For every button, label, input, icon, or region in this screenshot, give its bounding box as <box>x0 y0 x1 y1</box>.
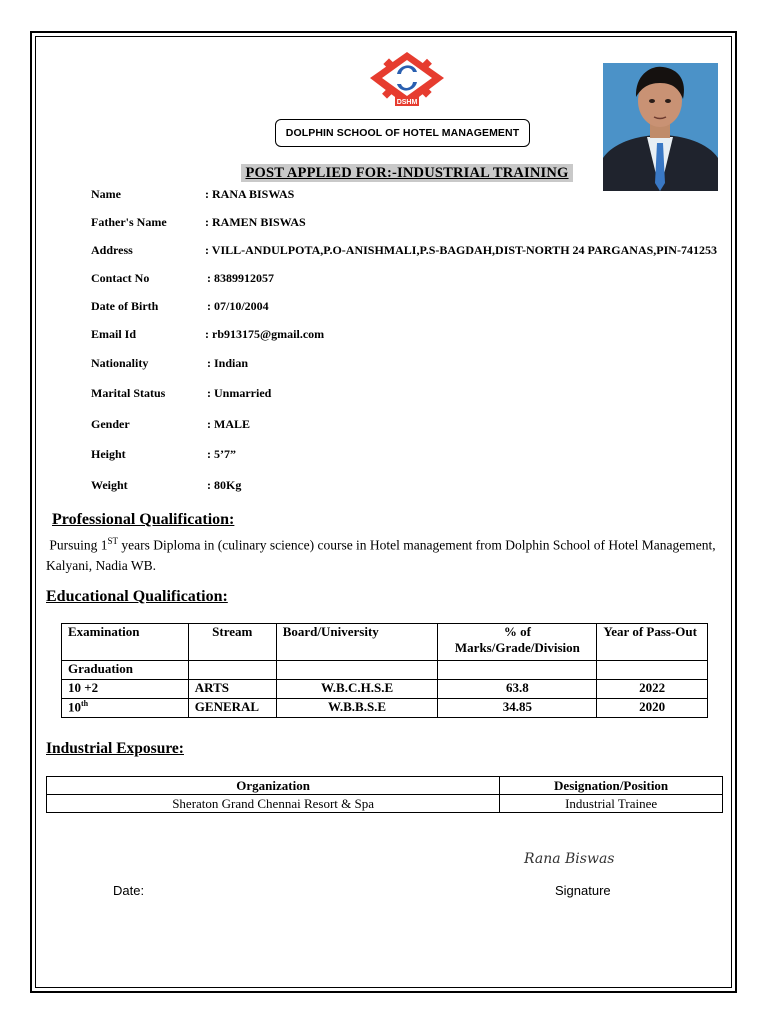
professional-heading: Professional Qualification: <box>52 511 235 528</box>
education-heading: Educational Qualification: <box>46 588 228 605</box>
table-row <box>47 795 723 813</box>
professional-text-sup: ST <box>107 536 119 546</box>
col-stream: Stream <box>188 624 276 661</box>
col-board: Board/University <box>276 624 438 661</box>
contact-label: Contact No <box>91 271 150 285</box>
professional-text-after: years Diploma in (culinary science) course in Hotel management from Dolphin School of Hotel Management, Kalyani, Nadia WB. <box>46 537 716 573</box>
weight-value: : 80Kg <box>207 478 242 492</box>
stream-cell: GENERAL <box>188 699 276 718</box>
dob-value: : 07/10/2004 <box>207 299 269 313</box>
table-row <box>62 661 708 680</box>
board-cell: W.B.B.S.E <box>276 699 438 718</box>
exam-cell-text: 10 <box>68 699 81 715</box>
father-name-label: Father's Name <box>91 215 167 229</box>
weight-label: Weight <box>91 478 128 492</box>
father-name-value: : RAMEN BISWAS <box>205 215 306 229</box>
marks-cell: 34.85 <box>438 699 597 718</box>
year-cell: 2020 <box>597 699 708 718</box>
school-name: DOLPHIN SCHOOL OF HOTEL MANAGEMENT <box>275 119 530 147</box>
contact-value: : 8389912057 <box>207 271 274 285</box>
email-label: Email Id <box>91 327 137 341</box>
marital-status-value: : Unmarried <box>207 386 272 400</box>
post-applied-heading: POST APPLIED FOR:-INDUSTRIAL TRAINING <box>241 164 573 182</box>
professional-text <box>46 531 716 576</box>
address-value: : VILL-ANDULPOTA,P.O-ANISHMALI,P.S-BAGDAH,DIST-NORTH 24 PARGANAS,PIN-741253 <box>205 243 717 257</box>
industrial-header-row <box>47 777 723 795</box>
education-table <box>61 623 708 718</box>
applicant-photo <box>603 63 718 191</box>
col-organization: Organization <box>47 777 500 795</box>
industrial-table <box>46 776 723 813</box>
year-cell <box>597 661 708 680</box>
year-cell: 2022 <box>597 680 708 699</box>
exam-cell <box>62 699 189 718</box>
gender-label: Gender <box>91 417 130 431</box>
dob-label: Date of Birth <box>91 299 159 313</box>
marks-cell <box>438 661 597 680</box>
nationality-value: : Indian <box>207 356 249 370</box>
exam-cell: Graduation <box>62 661 189 680</box>
professional-text-before: Pursuing 1 <box>49 537 108 553</box>
name-label: Name <box>91 187 121 201</box>
name-value: : RANA BISWAS <box>205 187 295 201</box>
email-value: : rb913175@gmail.com <box>205 327 325 341</box>
date-label: Date: <box>113 883 145 898</box>
height-label: Height <box>91 447 126 461</box>
board-cell: W.B.C.H.S.E <box>276 680 438 699</box>
col-designation: Designation/Position <box>500 777 723 795</box>
table-row <box>62 680 708 699</box>
stream-cell: ARTS <box>188 680 276 699</box>
logo-text: DSHM <box>396 99 418 106</box>
col-year: Year of Pass-Out <box>597 624 708 661</box>
industrial-heading: Industrial Exposure: <box>46 740 184 757</box>
address-label: Address <box>91 243 133 257</box>
dshm-logo <box>362 50 452 116</box>
exam-cell-sup: th <box>81 699 89 708</box>
stream-cell <box>188 661 276 680</box>
gender-value: : MALE <box>207 417 250 431</box>
nationality-label: Nationality <box>91 356 149 370</box>
col-examination: Examination <box>62 624 189 661</box>
col-marks: % of Marks/Grade/Division <box>438 624 597 661</box>
designation-cell: Industrial Trainee <box>500 795 723 813</box>
table-row <box>62 699 708 718</box>
marital-status-label: Marital Status <box>91 386 166 400</box>
organization-cell: Sheraton Grand Chennai Resort & Spa <box>47 795 500 813</box>
signature-image <box>522 846 650 870</box>
height-value: : 5’7” <box>207 447 236 461</box>
signature-text: Rana Biswas <box>524 851 615 867</box>
exam-cell: 10 +2 <box>62 680 189 699</box>
marks-cell: 63.8 <box>438 680 597 699</box>
board-cell <box>276 661 438 680</box>
signature-label: Signature <box>555 883 611 898</box>
education-header-row <box>62 624 708 661</box>
